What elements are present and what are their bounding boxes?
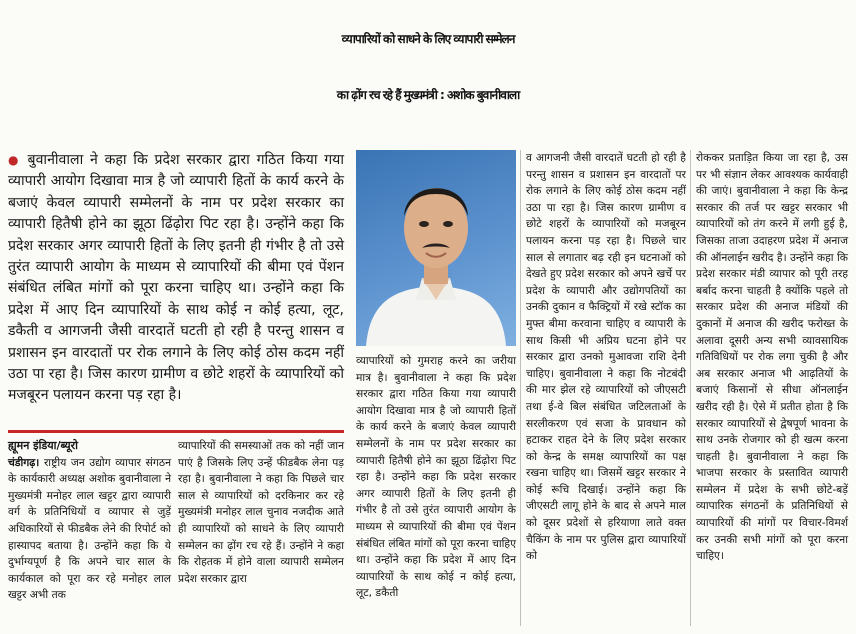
article-column-4 — [526, 150, 686, 565]
section-divider — [8, 430, 344, 433]
headline-line-2: का ढ़ोंग रच रहे हैं मुख्यमंत्री : अशोक बुवानीवाला — [336, 88, 520, 102]
column-rule — [520, 150, 521, 626]
column-3-text: व्यापारियों को गुमराह करने का जरीया मात्र है। बुवानीवाला ने कहा कि प्रदेश सरकार द्वारा गठित किया गया व्यापारी आयोग दिखावा मात्र है जो व्यापारी हितों के कार्य करने के बजाएं केवल व्यापारी सम्मेलनों के नाम पर प्रदेश सरकार का व्यापारी हितैषी होने का झूठा ढिंढ़ोरा पिट रहा है। उन्होंने कहा कि प्रदेश सरकार अगर व्यापारी हितों के लिए इतनी ही गंभीर है तो उसे तुरंत व्यापारी आयोग के माध्यम से व्यापारियों की बीमा एवं पेंशन संबंधित लंबित मांगों को पूरा करना चाहिए था। उन्होंने कहा कि प्रदेश में आए दिन व्यापारियों के साथ कोई न कोई हत्या, लूट, डकैती — [356, 354, 516, 600]
article-column-5 — [696, 150, 848, 565]
byline: ह्यूमन इंडिया/ब्यूरो — [8, 439, 78, 452]
person-portrait-icon — [356, 150, 516, 346]
dateline: चंडीगढ़। — [8, 455, 40, 469]
lead-text: बुवानीवाला ने कहा कि प्रदेश सरकार द्वारा गठित किया गया व्यापारी आयोग दिखावा मात्र है जो व्यापारी हितों के कार्य करने के बजाएं केवल व्यापारी सम्मेलनों के नाम पर प्रदेश सरकार का व्यापारी हितैषी होने का झूठा ढिंढ़ोरा पिट रहा है। उन्होंने कहा कि प्रदेश सरकार अगर व्यापारी हितों के लिए इतनी ही गंभीर है तो उसे तुरंत व्यापारी आयोग के माध्यम से व्यापारियों की बीमा एवं पेंशन संबंधित लंबित मांगों को पूरा करना चाहिए था। उन्होंने कहा कि प्रदेश में आए दिन व्यापारियों के साथ कोई न कोई हत्या, लूट, डकैती व आगजनी जैसी वारदातें घटती हो रही है परन्तु शासन व प्रशासन इन वारदातों पर रोक लगाने के लिए कोई ठोस कदम नहीं उठा पा रहा है। जिस कारण ग्रामीण व छोटे शहरों के व्यापारियों को मजबूरन पलायन करना पड़ रहा है। — [8, 152, 344, 404]
bullet-icon: ● — [8, 153, 21, 167]
column-5-text: रोककर प्रताड़ित किया जा रहा है, उस पर भी संज्ञान लेकर आवश्यक कार्यवाही की जाएं। बुवानीवाला ने कहा कि केन्द्र सरकार की तर्ज पर खट्टर सरकार भी व्यापारियों को तंग करने में लगी हुई है, जिसका ताजा उदाहरण प्रदेश में अनाज की ऑनलाईन खरीद है। उन्होंने कहा कि प्रदेश सरकार मंडी व्यापार को पूरी तरह बर्बाद करना चाहती है क्योंकि पहले तो सरकार प्रदेश की अनाज मंडियों की दुकानों में अनाज की खरीद फरोख्त के अलावा दूसरी अन्य सभी व्यावसायिक गतिविधियों पर रोक लगा चुकी है और अब सरकार अनाज भी आढ़तियों के बजाएं किसानों से सीधा ऑनलाईन खरीद रही है। ऐसे में प्रतीत होता है कि सरकार व्यापारियों से द्वेषपूर्ण भावना के साथ उनके रोजगार को ही खत्म करना चाहती है। बुवानीवाला ने कहा कि भाजपा सरकार के प्रस्तावित व्यापारी सम्मेलन में प्रदेश के सभी छोटे-बड़ें व्यापारिक संगठनों के प्रतिनिधियों से व्यापारियों की मांगों पर विचार-विमर्श कर उनकी सभी मांगों को पूरा करना चाहिए। — [696, 151, 848, 563]
column-1-text: राष्ट्रीय जन उद्योग व्यापार संगठन के कार्यकारी अध्यक्ष अशोक बुवानीवाला ने मुख्यमंत्री मनोहर लाल खट्टर द्वारा व्यापारी वर्ग के प्रतिनिधियों व व्यापार से जुड़ें अधिकारियों से फीडबैक लेने की रिपोर्ट को हास्यापद बताया है। उन्होंने कहा कि ये दुर्भाग्यपूर्ण है कि अपने चार साल के कार्यकाल को पूरा कर रहे मनोहर लाल खट्टर अभी तक — [8, 455, 172, 602]
article-column-2 — [178, 438, 344, 587]
article-column-3 — [356, 353, 516, 602]
lead-paragraph — [8, 150, 344, 407]
column-rule — [690, 150, 691, 626]
headline-line-1: व्यापारियों को साधने के लिए व्यापारी सम्मेलन — [341, 32, 515, 46]
portrait-photo — [356, 150, 516, 346]
article-column-1 — [8, 438, 171, 604]
column-4-text: व आगजनी जैसी वारदातें घटती हो रही है परन्तु शासन व प्रशासन इन वारदातों पर रोक लगाने के लिए कोई ठोस कदम नहीं उठा पा रहा है। जिस कारण ग्रामीण व छोटे शहरों के व्यापारियों को मजबूरन पलायन करना पड़ रहा है। पिछले चार साल से लगातार बढ़ रही इन घटनाओं को देखते हुए प्रदेश सरकार को अपने खर्चे पर प्रदेश के व्यापारी और उद्योगपतियों का उनकी दुकान व फैक्ट्रियों में रखे स्टॉक का मुफ्त बीमा करवाना चाहिए व व्यापारी के साथ किसी भी अप्रिय घटना होने पर सरकार द्वारा उनको मुआवजा राशि देनी चाहिए। बुवानीवाला ने कहा कि नोटबंदी की मार झेल रहे व्यापारियों को जीएसटी तथा ई-वे बिल संबंधित जटिलताओं के सरलीकरण एवं सजा के प्रावधान को हटाकर राहत देने के लिए प्रदेश सरकार को केन्द्र के समक्ष व्यापारियों का पक्ष रखना चाहिए था। जिसमें खट्टर सरकार ने कोई रूचि दिखाई। उन्होंने कहा कि जीएसटी लागू होने के बाद से अपने माल को दूसर प्रदेशों से हरियाणा लाते वक्त चैकिंग के नाम पर पुलिस द्वारा व्यापारियों को — [526, 151, 686, 563]
column-2-text: व्यापारियों की समस्याओं तक को नहीं जान पाएं है जिसके लिए उन्हें फीडबैक लेना पड़ रहा है। बुवानीवाला ने कहा कि पिछले चार साल से व्यापारियों को दरकिनार कर रहे मुख्यमंत्री मनोहर लाल चुनाव नजदीक आते ही व्यापारियों को साधने के लिए व्यापारी सम्मेलन का ढ़ोंग रच रहे हैं। उन्होंने ने कहा कि रोहतक में होने वाला व्यापारी सम्मेलन प्रदेश सरकार द्वारा — [178, 439, 344, 585]
